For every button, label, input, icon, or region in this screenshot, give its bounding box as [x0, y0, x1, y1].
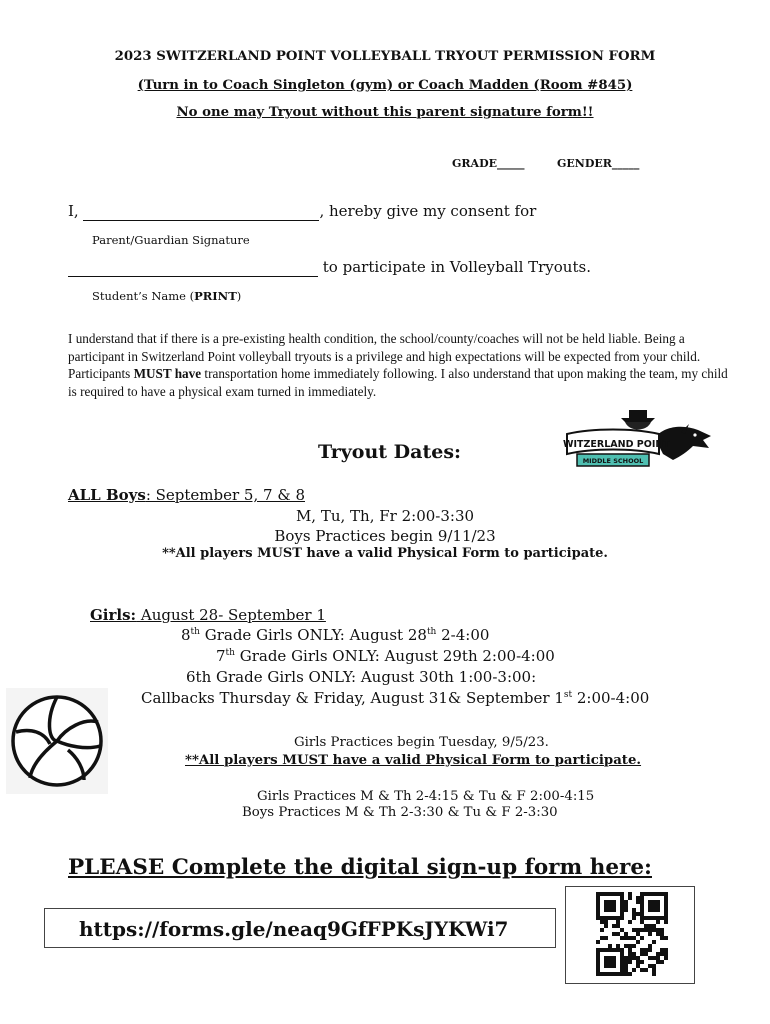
volleyball-icon: [6, 688, 108, 794]
grade-7-girls: 7th Grade Girls ONLY: August 29th 2:00-4:00: [216, 647, 555, 665]
girls-physical-note: **All players MUST have a valid Physical Form to participate.: [185, 753, 642, 768]
consent-prefix: I,: [68, 202, 79, 220]
boys-physical-note: **All players MUST have a valid Physical Form to participate.: [162, 546, 608, 561]
signup-url-link[interactable]: https://forms.gle/neaq9GfFPKsJYKWi7: [79, 917, 509, 941]
consent-suffix: , hereby give my consent for: [319, 202, 537, 220]
gender-field[interactable]: GENDER_____: [557, 157, 640, 170]
qr-code-icon[interactable]: [596, 892, 668, 976]
boys-practice-schedule: Boys Practices M & Th 2-3:30 & Tu & F 2-3:30: [242, 805, 558, 820]
participate-text: to participate in Volleyball Tryouts.: [322, 258, 591, 276]
logo-subtext: MIDDLE SCHOOL: [582, 457, 644, 465]
consent-line-1: [68, 202, 536, 221]
consent-line-2: [68, 258, 591, 277]
girls-tryout-dates: Girls: August 28- September 1: [90, 606, 326, 624]
boys-tryout-days: M, Tu, Th, Fr 2:00-3:30: [295, 507, 475, 525]
tryout-dates-heading: Tryout Dates:: [318, 441, 462, 463]
turn-in-instruction: (Turn in to Coach Singleton (gym) or Coach Madden (Room #845): [137, 78, 633, 93]
grade-8-girls: 8th Grade Girls ONLY: August 28th 2-4:00: [181, 626, 490, 644]
parent-signature-line[interactable]: [83, 202, 319, 221]
signup-url-box: [44, 908, 556, 948]
liability-paragraph: I understand that if there is a pre-existing health condition, the school/county/coaches will not be held liable. Being a participant in Switzerland Point volleyball tryouts is a privilege and high expectations will be expected from your child. Participants MUST have transportation home immediately following. I also understand that upon making the team, my child is required to have a physical exam turned in immediately.: [68, 331, 728, 399]
logo-text: SWITZERLAND POINT: [563, 439, 670, 450]
student-name-line[interactable]: [68, 258, 318, 277]
signup-heading: PLEASE Complete the digital sign-up form here:: [68, 855, 652, 880]
form-title: 2023 SWITZERLAND POINT VOLLEYBALL TRYOUT PERMISSION FORM: [114, 49, 656, 64]
girls-practices-begin: Girls Practices begin Tuesday, 9/5/23.: [294, 735, 549, 750]
student-name-label: Student’s Name (PRINT): [92, 289, 242, 303]
callbacks: Callbacks Thursday & Friday, August 31& September 1st 2:00-4:00: [141, 689, 650, 707]
boys-tryout-dates: ALL Boys: September 5, 7 & 8: [68, 486, 305, 504]
boys-practices-begin: Boys Practices begin 9/11/23: [274, 527, 496, 545]
qr-code-box: [565, 886, 695, 984]
grade-6-girls: 6th Grade Girls ONLY: August 30th 1:00-3:00:: [186, 668, 537, 686]
grade-field[interactable]: GRADE_____: [452, 157, 525, 170]
parent-signature-label: Parent/Guardian Signature: [92, 233, 250, 247]
girls-practice-schedule: Girls Practices M & Th 2-4:15 & Tu & F 2:00-4:15: [257, 789, 595, 804]
school-logo-icon: [563, 408, 713, 473]
signature-warning: No one may Tryout without this parent signature form!!: [176, 105, 594, 120]
